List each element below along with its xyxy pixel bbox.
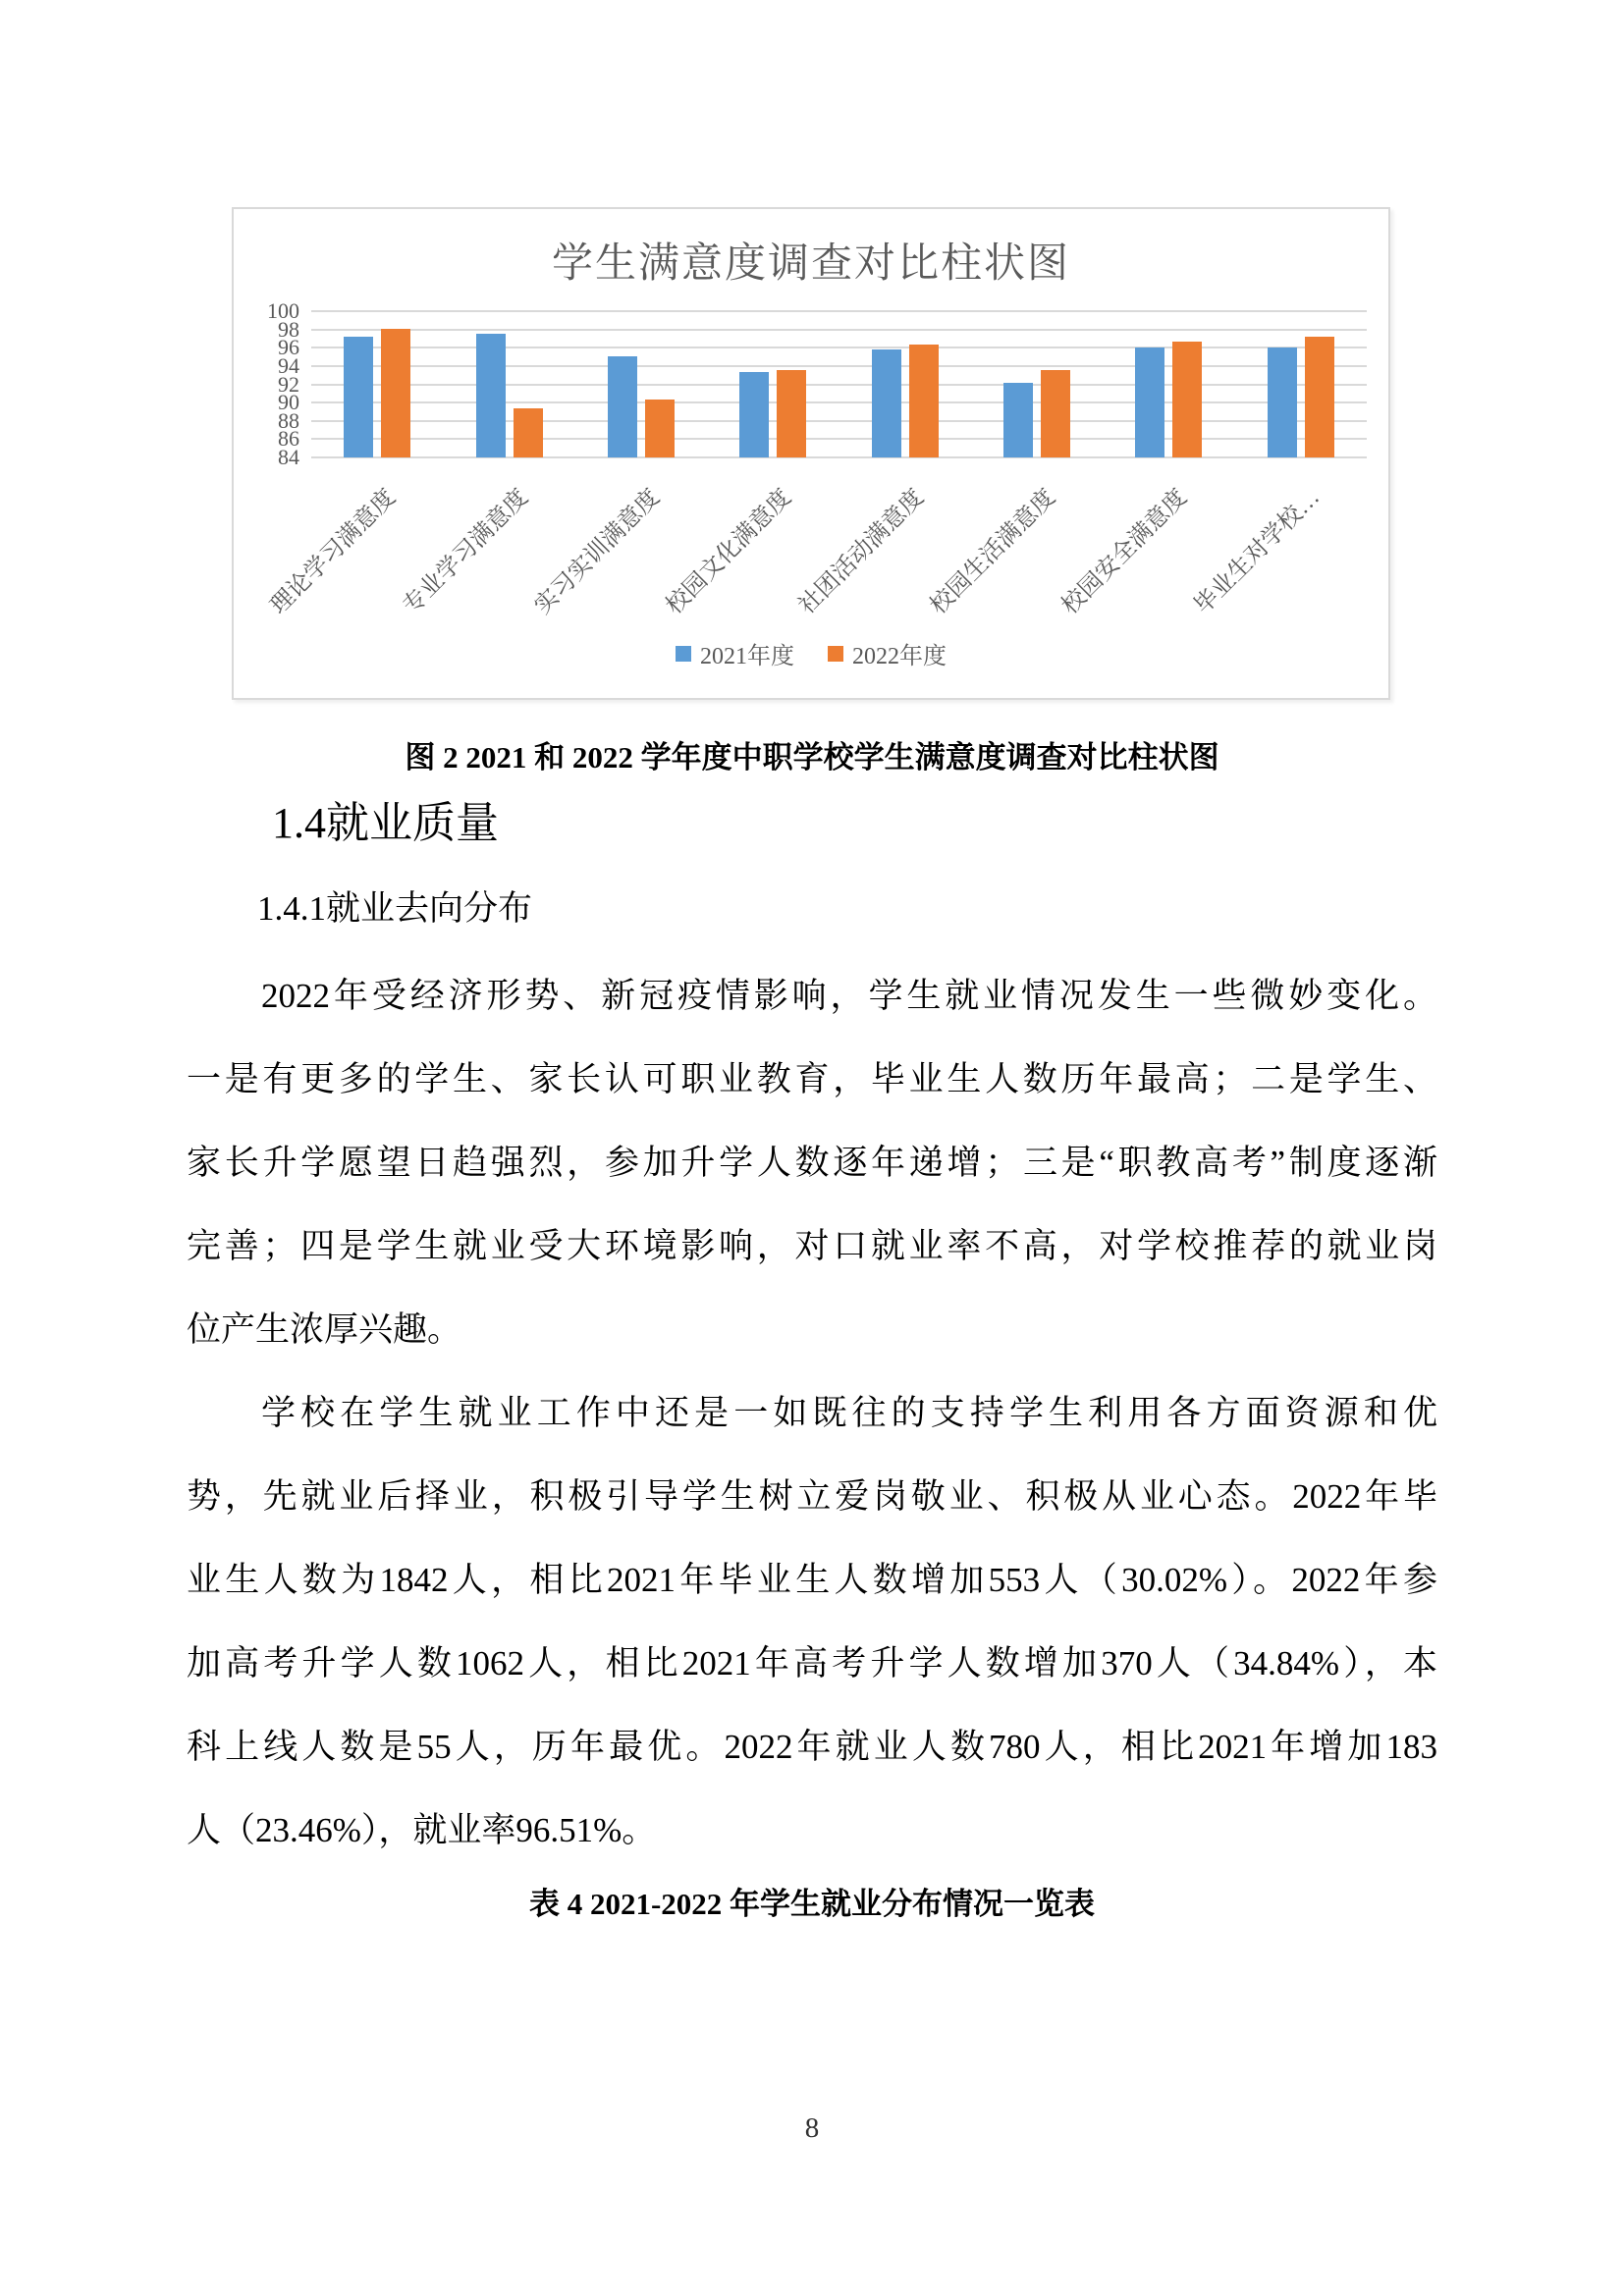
chart-plot-area	[266, 298, 1367, 619]
bar-2021年度-专业学习满意度	[476, 334, 506, 457]
bar-2022年度-专业学习满意度	[514, 408, 543, 457]
table-caption: 表 4 2021-2022 年学生就业分布情况一览表	[528, 1887, 1096, 1921]
gridline	[311, 401, 1367, 403]
chart-title: 学生满意度调查对比柱状图	[551, 241, 1070, 287]
body-text-line: 加高考升学人数1062人，相比2021年高考升学人数增加370人（34.84%），本	[187, 1644, 1437, 1682]
body-text-line: 家长升学愿望日趋强烈，参加升学人数逐年递增；三是“职教高考”制度逐渐	[187, 1144, 1437, 1182]
body-text-line: 科上线人数是55人，历年最优。2022年就业人数780人，相比2021年增加183	[187, 1728, 1437, 1766]
gridline	[311, 329, 1367, 331]
bar-2021年度-校园文化满意度	[739, 372, 769, 457]
legend-swatch-icon	[828, 646, 843, 662]
body-text-line: 一是有更多的学生、家长认可职业教育，毕业生人数历年最高；二是学生、	[187, 1060, 1437, 1098]
gridline	[311, 438, 1367, 440]
y-axis-tick-label: 98	[278, 316, 299, 342]
paragraph	[187, 1371, 1437, 1872]
bar-2022年度-实习实训满意度	[645, 400, 675, 457]
y-axis-tick-label: 88	[278, 407, 299, 433]
y-axis-tick-label: 90	[278, 390, 299, 415]
bar-2021年度-社团活动满意度	[872, 349, 901, 457]
category-label: 社团活动满意度	[793, 484, 929, 619]
legend-label: 2021年度	[700, 644, 794, 669]
legend-label: 2022年度	[852, 644, 947, 669]
bar-2021年度-毕业生对学校…	[1268, 347, 1297, 457]
body-text-line: 完善；四是学生就业受大环境影响，对口就业率不高，对学校推荐的就业岗	[187, 1227, 1437, 1265]
bar-2021年度-实习实训满意度	[608, 356, 637, 457]
gridline	[311, 456, 1367, 458]
gridline	[311, 384, 1367, 386]
category-label: 理论学习满意度	[266, 484, 402, 619]
category-label: 专业学习满意度	[398, 484, 533, 619]
category-label: 实习实训满意度	[529, 484, 665, 619]
gridline	[311, 420, 1367, 422]
legend-item	[676, 636, 794, 670]
category-label: 校园安全满意度	[1057, 484, 1193, 619]
body-text-line: 位产生浓厚兴趣。	[187, 1310, 462, 1349]
chart-legend	[234, 636, 1388, 670]
y-axis-tick-label: 84	[278, 445, 299, 469]
body-text-line: 2022年受经济形势、新冠疫情影响，学生就业情况发生一些微妙变化。	[261, 977, 1437, 1015]
body-text-line: 学校在学生就业工作中还是一如既往的支持学生利用各方面资源和优	[261, 1394, 1437, 1432]
body-text-line: 人（23.46%），就业率96.51%。	[187, 1811, 657, 1849]
y-axis-tick-label: 92	[278, 371, 299, 397]
bar-2022年度-毕业生对学校…	[1305, 337, 1334, 457]
category-label: 校园文化满意度	[662, 484, 797, 619]
category-label: 校园生活满意度	[925, 484, 1061, 619]
bar-2022年度-校园文化满意度	[777, 370, 806, 457]
paragraph	[187, 954, 1437, 1371]
y-axis-tick-label: 86	[278, 426, 299, 452]
gridline	[311, 365, 1367, 367]
gridline	[311, 347, 1367, 348]
page-number: 8	[804, 2112, 820, 2144]
subsection-heading: 1.4.1就业去向分布	[257, 889, 533, 928]
body-text-line: 势，先就业后择业，积极引导学生树立爱岗敬业、积极从业心态。2022年毕	[187, 1477, 1437, 1516]
gridline	[311, 310, 1367, 312]
bar-2022年度-理论学习满意度	[381, 329, 410, 457]
category-label: 毕业生对学校…	[1189, 484, 1325, 619]
bar-2021年度-校园安全满意度	[1135, 347, 1164, 457]
bar-2022年度-校园生活满意度	[1041, 370, 1070, 457]
bar-2022年度-校园安全满意度	[1172, 342, 1202, 457]
bar-2021年度-校园生活满意度	[1003, 383, 1033, 457]
bar-2021年度-理论学习满意度	[344, 337, 373, 457]
y-axis-tick-label: 100	[267, 298, 299, 323]
y-axis-tick-label: 94	[278, 352, 299, 378]
satisfaction-bar-chart	[232, 207, 1390, 700]
legend-item	[828, 636, 947, 670]
legend-swatch-icon	[676, 646, 691, 662]
figure-caption: 图 2 2021 和 2022 学年度中职学校学生满意度调查对比柱状图	[405, 740, 1219, 774]
y-axis-tick-label: 96	[278, 335, 299, 360]
bar-2022年度-社团活动满意度	[909, 345, 939, 457]
section-heading: 1.4就业质量	[272, 799, 499, 847]
body-text-line: 业生人数为1842人，相比2021年毕业生人数增加553人（30.02%）。2022年参	[187, 1561, 1437, 1599]
